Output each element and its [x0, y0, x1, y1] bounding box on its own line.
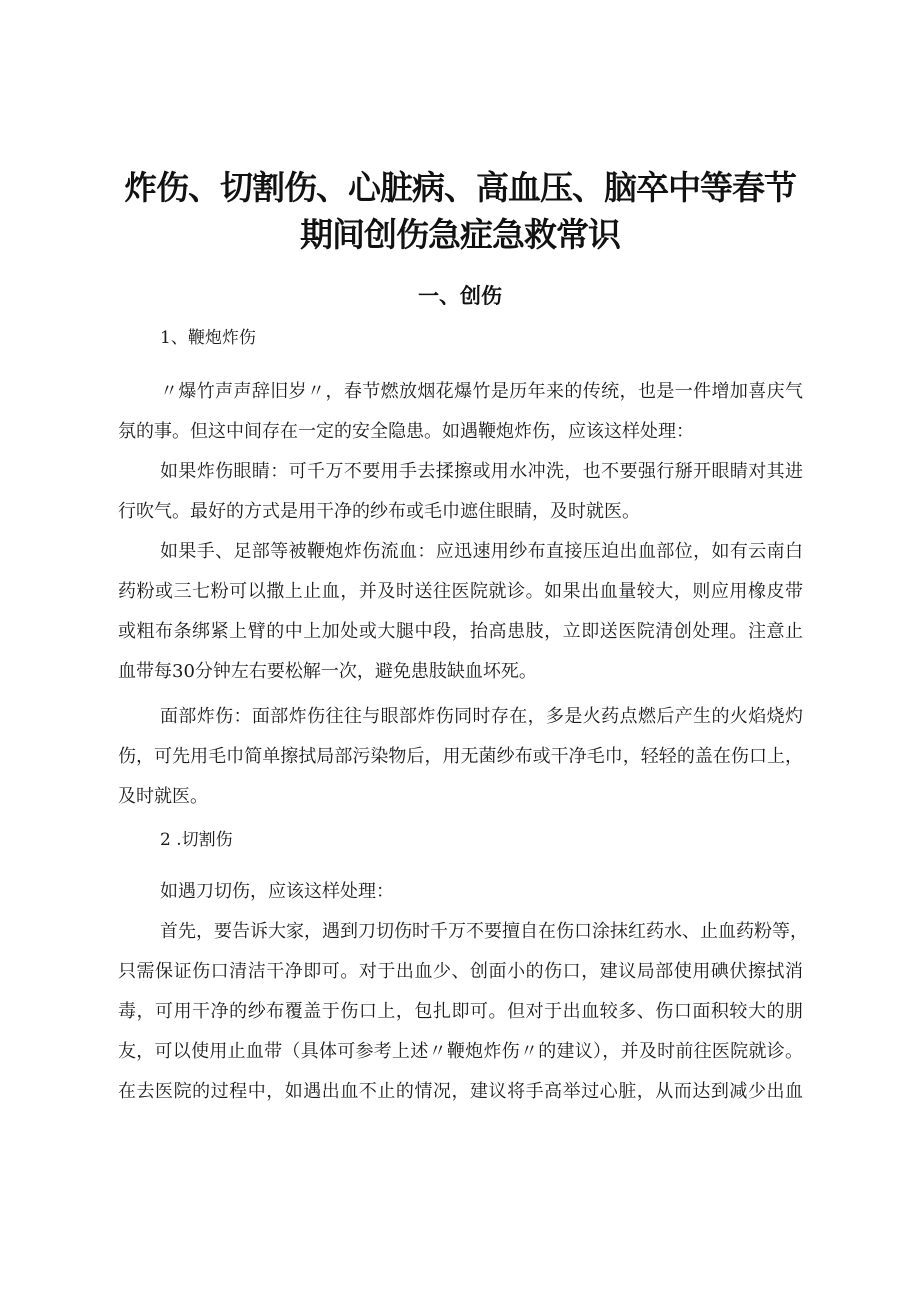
paragraph-line: 如遇刀切伤，应该这样处理： — [160, 881, 394, 902]
paragraph-line: 〃爆竹声声辞旧岁〃，春节燃放烟花爆竹是历年来的传统，也是一件增加喜庆气 — [160, 381, 803, 402]
paragraph-line: 伤，可先用毛巾简单擦拭局部污染物后，用无菌纱布或干净毛巾，轻轻的盖在伤口上， — [118, 746, 803, 767]
paragraph-line: 血带每30分钟左右要松解一次，避免患肢缺血坏死。 — [118, 661, 537, 682]
paragraph-line: 首先，要告诉大家，遇到刀切伤时千万不要擅自在伤口涂抹红药水、止血药粉等， — [160, 921, 808, 942]
paragraph-line: 面部炸伤：面部炸伤往往与眼部炸伤同时存在，多是火药点燃后产生的火焰烧灼 — [160, 706, 803, 727]
paragraph-line: 或粗布条绑紧上臂的中上加处或大腿中段，抬高患肢，立即送医院清创处理。注意止 — [118, 621, 803, 642]
paragraph-line: 药粉或三七粉可以撒上止血，并及时送往医院就诊。如果出血量较大，则应用橡皮带 — [118, 581, 803, 602]
paragraph-line: 只需保证伤口清洁干净即可。对于出血少、创面小的伤口，建议局部使用碘伏擦拭消 — [118, 961, 803, 982]
paragraph-line: 行吹气。最好的方式是用干净的纱布或毛巾遮住眼睛，及时就医。 — [118, 501, 640, 522]
paragraph-line: 如果炸伤眼睛：可千万不要用手去揉擦或用水冲洗，也不要强行掰开眼睛对其进 — [160, 461, 803, 482]
subheading-firecracker-injury: 1、鞭炮炸伤 — [160, 328, 256, 348]
document-title-line-1: 炸伤、切割伤、心脏病、高血压、脑卒中等春节 — [124, 168, 796, 207]
paragraph-line: 氛的事。但这中间存在一定的安全隐患。如遇鞭炮炸伤，应该这样处理： — [118, 421, 694, 442]
paragraph-line: 在去医院的过程中，如遇出血不止的情况，建议将手高举过心脏，从而达到减少出血 — [118, 1081, 803, 1102]
paragraph-line: 友，可以使用止血带（具体可参考上述〃鞭炮炸伤〃的建议），并及时前往医院就诊。 — [118, 1041, 803, 1062]
paragraph-line: 毒，可用干净的纱布覆盖于伤口上，包扎即可。但对于出血较多、伤口面积较大的朋 — [118, 1001, 803, 1022]
document-title-line-2: 期间创伤急症急救常识 — [300, 215, 620, 254]
section-heading-trauma: 一、创伤 — [418, 284, 502, 308]
subheading-cut-injury: 2 .切割伤 — [160, 830, 233, 850]
paragraph-line: 如果手、足部等被鞭炮炸伤流血：应迅速用纱布直接压迫出血部位，如有云南白 — [160, 541, 803, 562]
paragraph-line: 及时就医。 — [118, 786, 208, 807]
